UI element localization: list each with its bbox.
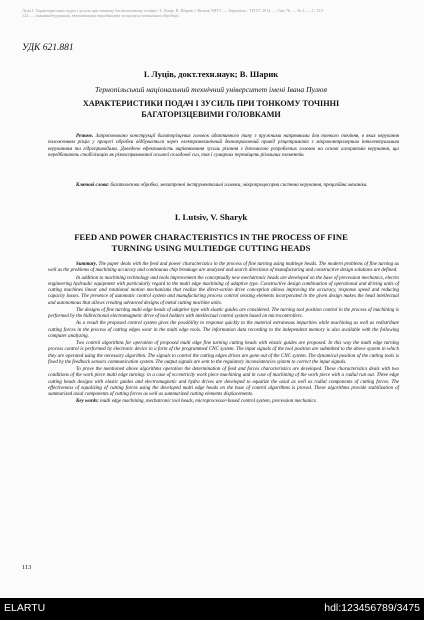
paragraph-text: Two control algorithms for operation of proposed multi edge fine turning cutting heads with elastic guides are proposed. In this way the multi edge turning process control is performed by electronic device in a form of the programmed CNC system. The input signals of the tool position are submitted to the above system in which they are operated using the necessary algorithm. The signals to control the cutting edges drives are gone out of the CNC system. The dynamical position of the cutting tools is fixed by the feedback sensors communication system. The output signals are sent to the regulatory inconsistencies system to correct the input signals. (48, 341, 399, 365)
paragraph-text: To prove the mentioned above algorithms operation the determination of feed and forces characteristics are developed. These characteristics deals with two conditions of the work piece multi edge turning: in a case of eccentricity work piece machining and in case of machining of the work piece with a radial run out. Three edge cutting heads designs with elastic guides and electromagnetic and hydro drives are developed to equalize the axial as well as radial components of cutting forces. The effectiveness of equalizing of cutting forces using the developed multi edge heads on the base of control algorithms is proved. These algorithms provide stabilization of summarized axial components of cutting forces as well as summarized cutting elements displacements. (48, 367, 399, 397)
title-ukrainian-line-2: БАГАТОРІЗЦЕВИМИ ГОЛОВКАМИ (141, 109, 281, 119)
summary-paragraph (48, 321, 399, 340)
affiliation: Тернопільський національний технічний університет імені Івана Пулюя (95, 85, 327, 94)
keywords-label: Ключові слова: (76, 183, 110, 188)
repository-footer (0, 598, 424, 620)
paragraph-text: In addition to machining technology and tools improvement the conceptually new mechatronic heads are developed on the base of precession mechanics, electro engineering hydraulic equipment with particularly regard to the multi edge machining of adaptive type. Constructive design combination of operational and driving units of cutting machines linear and rotational motion mechanisms that realize the direct-action drive conception allows improving the accuracy, response speed and reducing capacity losses. The presence of automatic control system and manufacturing process control sensing elements incorporated in the given design makes the head intellectual and autonomous that allows creating advanced designs of metal cutting machine units. (48, 275, 399, 306)
citation-header: Лупа І. Характеристики подач і зусиль при тонкому багатолезовому точінні / І. Луців, В. Шарик // Вісник ТНТУ — Тернопіль : ТНТУ, 2014. — Том 76. — № 2. — С. 113-122. — (машинобудування, автоматизація виробництва та процеси механічної обробки). (22, 8, 325, 19)
summary-paragraph (48, 262, 399, 275)
title-ukrainian (22, 99, 400, 120)
summary-label: Summary. (76, 262, 98, 267)
authors-english: I. Lutsiv, V. Sharyk (174, 212, 248, 222)
abstract-label: Резюме. (76, 134, 94, 139)
keywords-ukrainian (48, 183, 399, 189)
abstract-text: Запропоновано конструкції багаторізцевих головок адаптивного типу з пружними напрямними для тонкого точіння, в яких керування положенням різців у процесі обробки відбувається через електромеханічний двонаправлений привід різцетримачів з мікроконтролерним інтелектуальним керуванням та гідроприводами. Доведено ефективність вирівнювання зусиль різання з допомогою розроблених головок на основі алгоритмів керування, що передбачають стабілізацію як різноспрямованої осьової складової сил, так і сумарних переміщень різальних елементів. (48, 134, 400, 159)
summary-english (48, 262, 399, 406)
authors-ukrainian: І. Луців, докт.техн.наук; В. Шарик (143, 69, 279, 79)
paragraph-text: The designs of fine turning multi edge heads of adaptive type with elastic guides are considered. The turning tool position control in the process of machining is performed by the bidirectional electromagnetic drive of tool holders with intellectual control system based on microcontrollers. (48, 307, 399, 319)
summary-paragraph (48, 367, 399, 398)
repository-name: ELARTU (4, 602, 46, 614)
keywords-text: багатолезова обробка, мехатронні інструментальні головки, мікропроцесорна система керування, прецизійна механіка. (110, 183, 368, 188)
paragraph-text: As a result the proposed control system gives the possibility to response quickly to the material extraneous impurities while machining as well as redistribute cutting forces in the process of cutting edges wear in the multi edge tools. The information data recording to the independent memory is also available with the following computer analyzing. (48, 321, 399, 339)
title-english-line-2: TURNING USING MULTIEDGE CUTTING HEADS (111, 243, 311, 253)
page-number: 113 (22, 564, 32, 571)
title-english (22, 232, 400, 254)
summary-paragraph (48, 308, 399, 321)
paragraph-text: The paper deals with the feed and power characteristics in the process of fine turning using multiege heads. The modern problems of fine turning as well as the problems of machining accuracy and continuous chip breakage are analyzed and search directions of manufacturing and constructive design solutions are defined. (48, 262, 399, 274)
handle-identifier: hdl:123456789/3475 (324, 602, 420, 614)
keywords-english-label: Key words: (76, 399, 99, 405)
keywords-english-text: multi edge machining, mechatronic tool heads, microprocessor-based control system, precession mechanics. (100, 399, 317, 405)
keywords-english (48, 399, 399, 405)
summary-paragraph (48, 276, 399, 307)
title-ukrainian-line-1: ХАРАКТЕРИСТИКИ ПОДАЧ І ЗУСИЛЬ ПРИ ТОНКОМУ ТОЧІННІ (82, 99, 340, 108)
abstract-ukrainian (48, 134, 399, 160)
title-english-line-1: FEED AND POWER CHARACTERISTICS IN THE PROCESS OF FINE (74, 232, 348, 242)
udc-code: УДК 621.881 (22, 43, 74, 53)
summary-paragraph (48, 341, 399, 366)
